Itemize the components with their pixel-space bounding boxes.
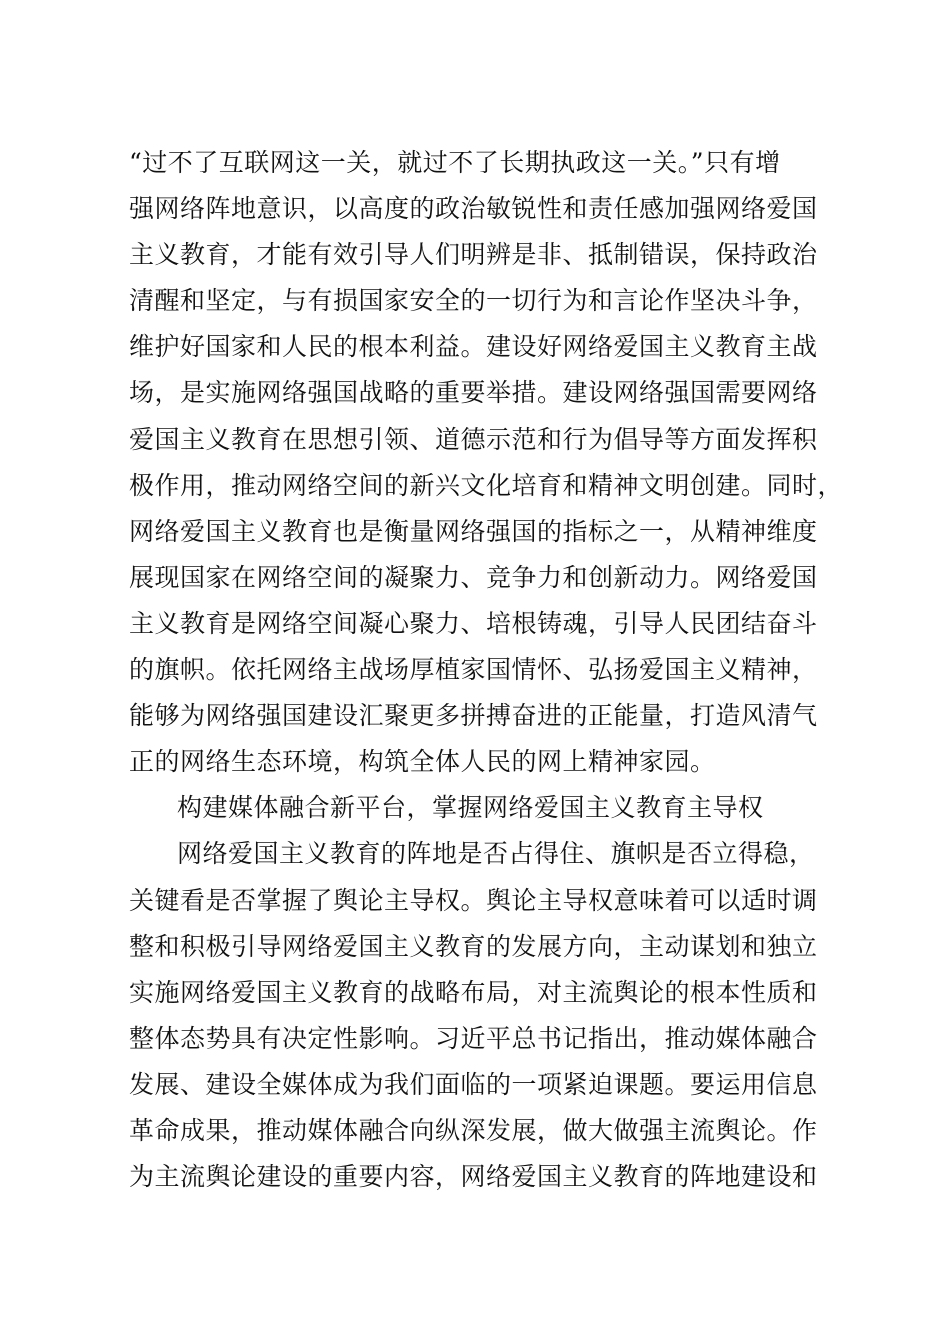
paragraph-line: 维护好国家和人民的根本利益。建设好网络爱国主义教育主战 bbox=[129, 332, 818, 362]
paragraph-line: 实施网络爱国主义教育的战略布局，对主流舆论的根本性质和 bbox=[129, 977, 818, 1007]
paragraph-line: 关键看是否掌握了舆论主导权。舆论主导权意味着可以适时调 bbox=[129, 885, 818, 915]
paragraph-line: 展现国家在网络空间的凝聚力、竞争力和创新动力。网络爱国 bbox=[129, 562, 818, 592]
paragraph-line: 主义教育，才能有效引导人们明辨是非、抵制错误，保持政治 bbox=[129, 240, 818, 270]
paragraph-line: 强网络阵地意识，以高度的政治敏锐性和责任感加强网络爱国 bbox=[129, 194, 818, 224]
paragraph-line: 正的网络生态环境，构筑全体人民的网上精神家园。 bbox=[129, 747, 716, 777]
paragraph-line: 网络爱国主义教育也是衡量网络强国的指标之一，从精神维度 bbox=[129, 516, 818, 546]
paragraph-line: 革命成果，推动媒体融合向纵深发展，做大做强主流舆论。作 bbox=[129, 1115, 818, 1145]
paragraph-line: 的旗帜。依托网络主战场厚植家国情怀、弘扬爱国主义精神， bbox=[129, 655, 818, 685]
paragraph-line: 整体态势具有决定性影响。习近平总书记指出，推动媒体融合 bbox=[129, 1023, 818, 1053]
paragraph-line: 整和积极引导网络爱国主义教育的发展方向，主动谋划和独立 bbox=[129, 931, 818, 961]
paragraph-line: 为主流舆论建设的重要内容，网络爱国主义教育的阵地建设和 bbox=[129, 1162, 818, 1192]
paragraph-line: 主义教育是网络空间凝心聚力、培根铸魂，引导人民团结奋斗 bbox=[129, 608, 818, 638]
paragraph-line: 能够为网络强国建设汇聚更多拼搏奋进的正能量，打造风清气 bbox=[129, 701, 818, 731]
section-heading: 构建媒体融合新平台，掌握网络爱国主义教育主导权 bbox=[177, 793, 764, 823]
paragraph-line: “过不了互联网这一关，就过不了长期执政这一关。”只有增 bbox=[129, 148, 781, 177]
paragraph-line: 清醒和坚定，与有损国家安全的一切行为和言论作坚决斗争， bbox=[129, 286, 818, 316]
paragraph-line: 极作用，推动网络空间的新兴文化培育和精神文明创建。同时， bbox=[129, 470, 844, 500]
paragraph-line: 网络爱国主义教育的阵地是否占得住、旗帜是否立得稳， bbox=[177, 839, 815, 869]
paragraph-line: 爱国主义教育在思想引领、道德示范和行为倡导等方面发挥积 bbox=[129, 424, 818, 454]
paragraph-line: 发展、建设全媒体成为我们面临的一项紧迫课题。要运用信息 bbox=[129, 1069, 818, 1099]
body-text bbox=[129, 140, 844, 1200]
paragraph-line: 场，是实施网络强国战略的重要举措。建设网络强国需要网络 bbox=[129, 378, 818, 408]
